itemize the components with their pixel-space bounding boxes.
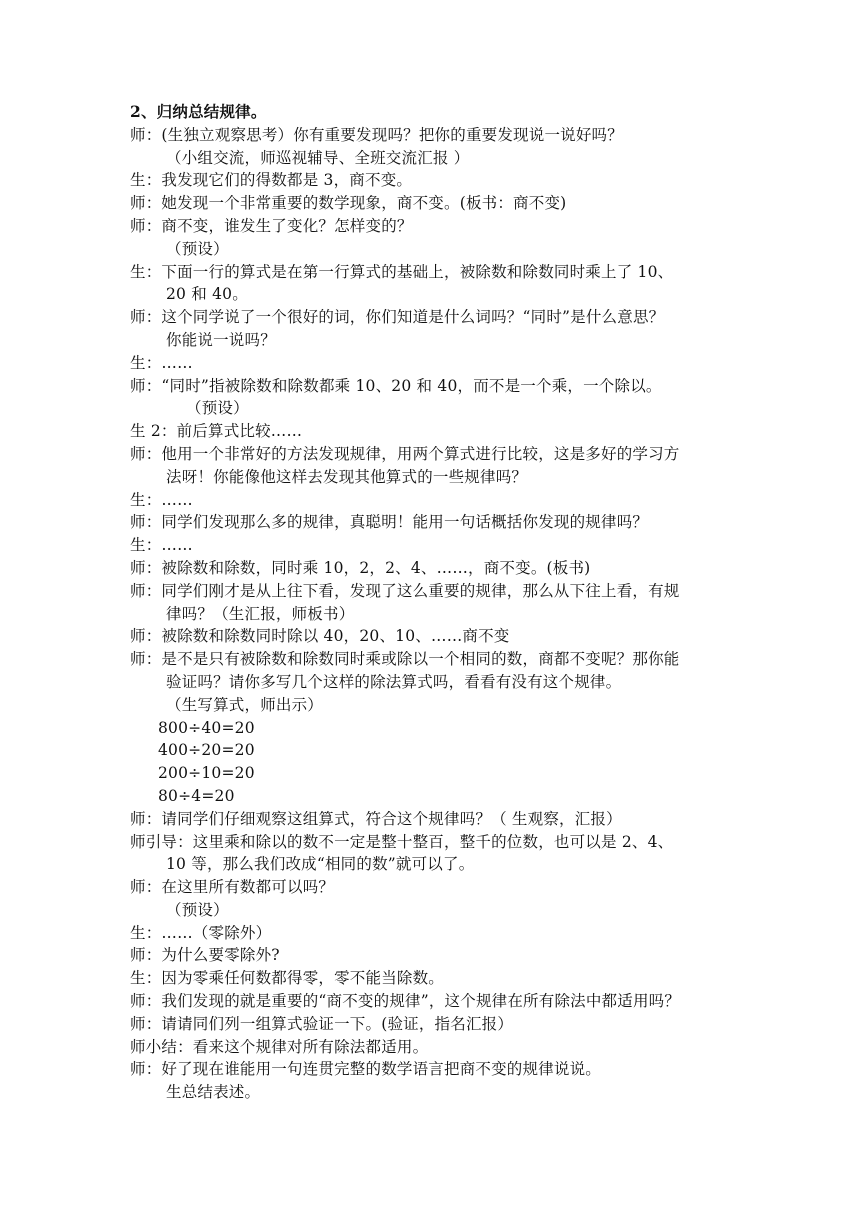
text-line: （小组交流，师巡视辅导、全班交流汇报 ） — [166, 148, 470, 167]
text-line: 师：(生独立观察思考）你有重要发现吗？把你的重要发现说一说好吗？ — [130, 125, 623, 144]
formula-line: 80÷4=20 — [158, 786, 235, 805]
text-line: 师：他用一个非常好的方法发现规律，用两个算式进行比较，这是多好的学习方 — [130, 444, 680, 463]
formula-line: 800÷40=20 — [158, 718, 255, 737]
text-line: 师：是不是只有被除数和除数同时乘或除以一个相同的数，商都不变呢？那你能 — [130, 650, 680, 669]
text-line: 律吗？（生汇报，师板书） — [166, 604, 355, 623]
text-line: 师：同学们刚才是从上往下看，发现了这么重要的规律，那么从下往上看，有规 — [130, 581, 680, 600]
text-line: 师：我们发现的就是重要的“商不变的规律”，这个规律在所有除法中都适用吗？ — [130, 992, 681, 1011]
text-line: 师：请同学们仔细观察这组算式，符合这个规律吗？（ 生观察，汇报） — [130, 809, 622, 828]
text-line: 师：商不变，谁发生了变化？怎样变的？ — [130, 216, 413, 235]
text-line: （预设） — [166, 900, 229, 919]
text-line: 生：……（零除外） — [130, 923, 272, 942]
text-line: 生：…… — [130, 490, 193, 509]
text-line: 师：好了现在谁能用一句连贯完整的数学语言把商不变的规律说说。 — [130, 1060, 602, 1079]
formula-line: 400÷20=20 — [158, 741, 255, 760]
formula-line: 200÷10=20 — [158, 764, 255, 783]
text-line: 师：她发现一个非常重要的数学现象，商不变。(板书：商不变) — [130, 194, 567, 213]
text-line: 师：被除数和除数同时除以 40，20、10、……商不变 — [130, 627, 510, 646]
text-line: 师：为什么要零除外? — [130, 946, 280, 965]
text-line: 生总结表述。 — [166, 1083, 261, 1102]
text-line: 师：请请同们列一组算式验证一下。(验证，指名汇报） — [130, 1014, 514, 1033]
text-line: 生：…… — [130, 353, 193, 372]
text-line: 生：因为零乘任何数都得零，零不能当除数。 — [130, 969, 445, 988]
text-line: 师引导：这里乘和除以的数不一定是整十整百，整千的位数，也可以是 2、4、 — [130, 832, 674, 851]
text-line: 法呀！你能像他这样去发现其他算式的一些规律吗？ — [166, 467, 528, 486]
text-line: （生写算式，师出示） — [166, 695, 324, 714]
text-line: 师：在这里所有数都可以吗？ — [130, 878, 335, 897]
text-line: 20 和 40。 — [166, 285, 248, 304]
text-line: 生 2：前后算式比较…… — [130, 422, 303, 441]
section-heading: 2、归纳总结规律。 — [130, 102, 267, 121]
text-line: 10 等，那么我们改成“相同的数”就可以了。 — [166, 855, 475, 874]
text-line: 师：这个同学说了一个很好的词，你们知道是什么词吗？“同时”是什么意思？ — [130, 308, 665, 327]
text-line: 验证吗？请你多写几个这样的除法算式吗，看看有没有这个规律。 — [166, 672, 622, 691]
text-line: 师：“同时”指被除数和除数都乘 10、20 和 40，而不是一个乘，一个除以。 — [130, 376, 662, 395]
text-line: （预设） — [186, 399, 249, 418]
text-line: （预设） — [166, 239, 229, 258]
text-line: 生：下面一行的算式是在第一行算式的基础上，被除数和除数同时乘上了 10、 — [130, 262, 674, 281]
text-line: 生：我发现它们的得数都是 3，商不变。 — [130, 171, 413, 190]
text-line: 师：被除数和除数，同时乘 10，2，2、4、……，商不变。(板书) — [130, 558, 591, 577]
lesson-text — [130, 101, 740, 1104]
text-line: 生：…… — [130, 536, 193, 555]
text-line: 你能说一说吗？ — [166, 330, 276, 349]
text-line: 师小结：看来这个规律对所有除法都适用。 — [130, 1037, 429, 1056]
text-line: 师：同学们发现那么多的规律，真聪明！能用一句话概括你发现的规律吗？ — [130, 513, 649, 532]
